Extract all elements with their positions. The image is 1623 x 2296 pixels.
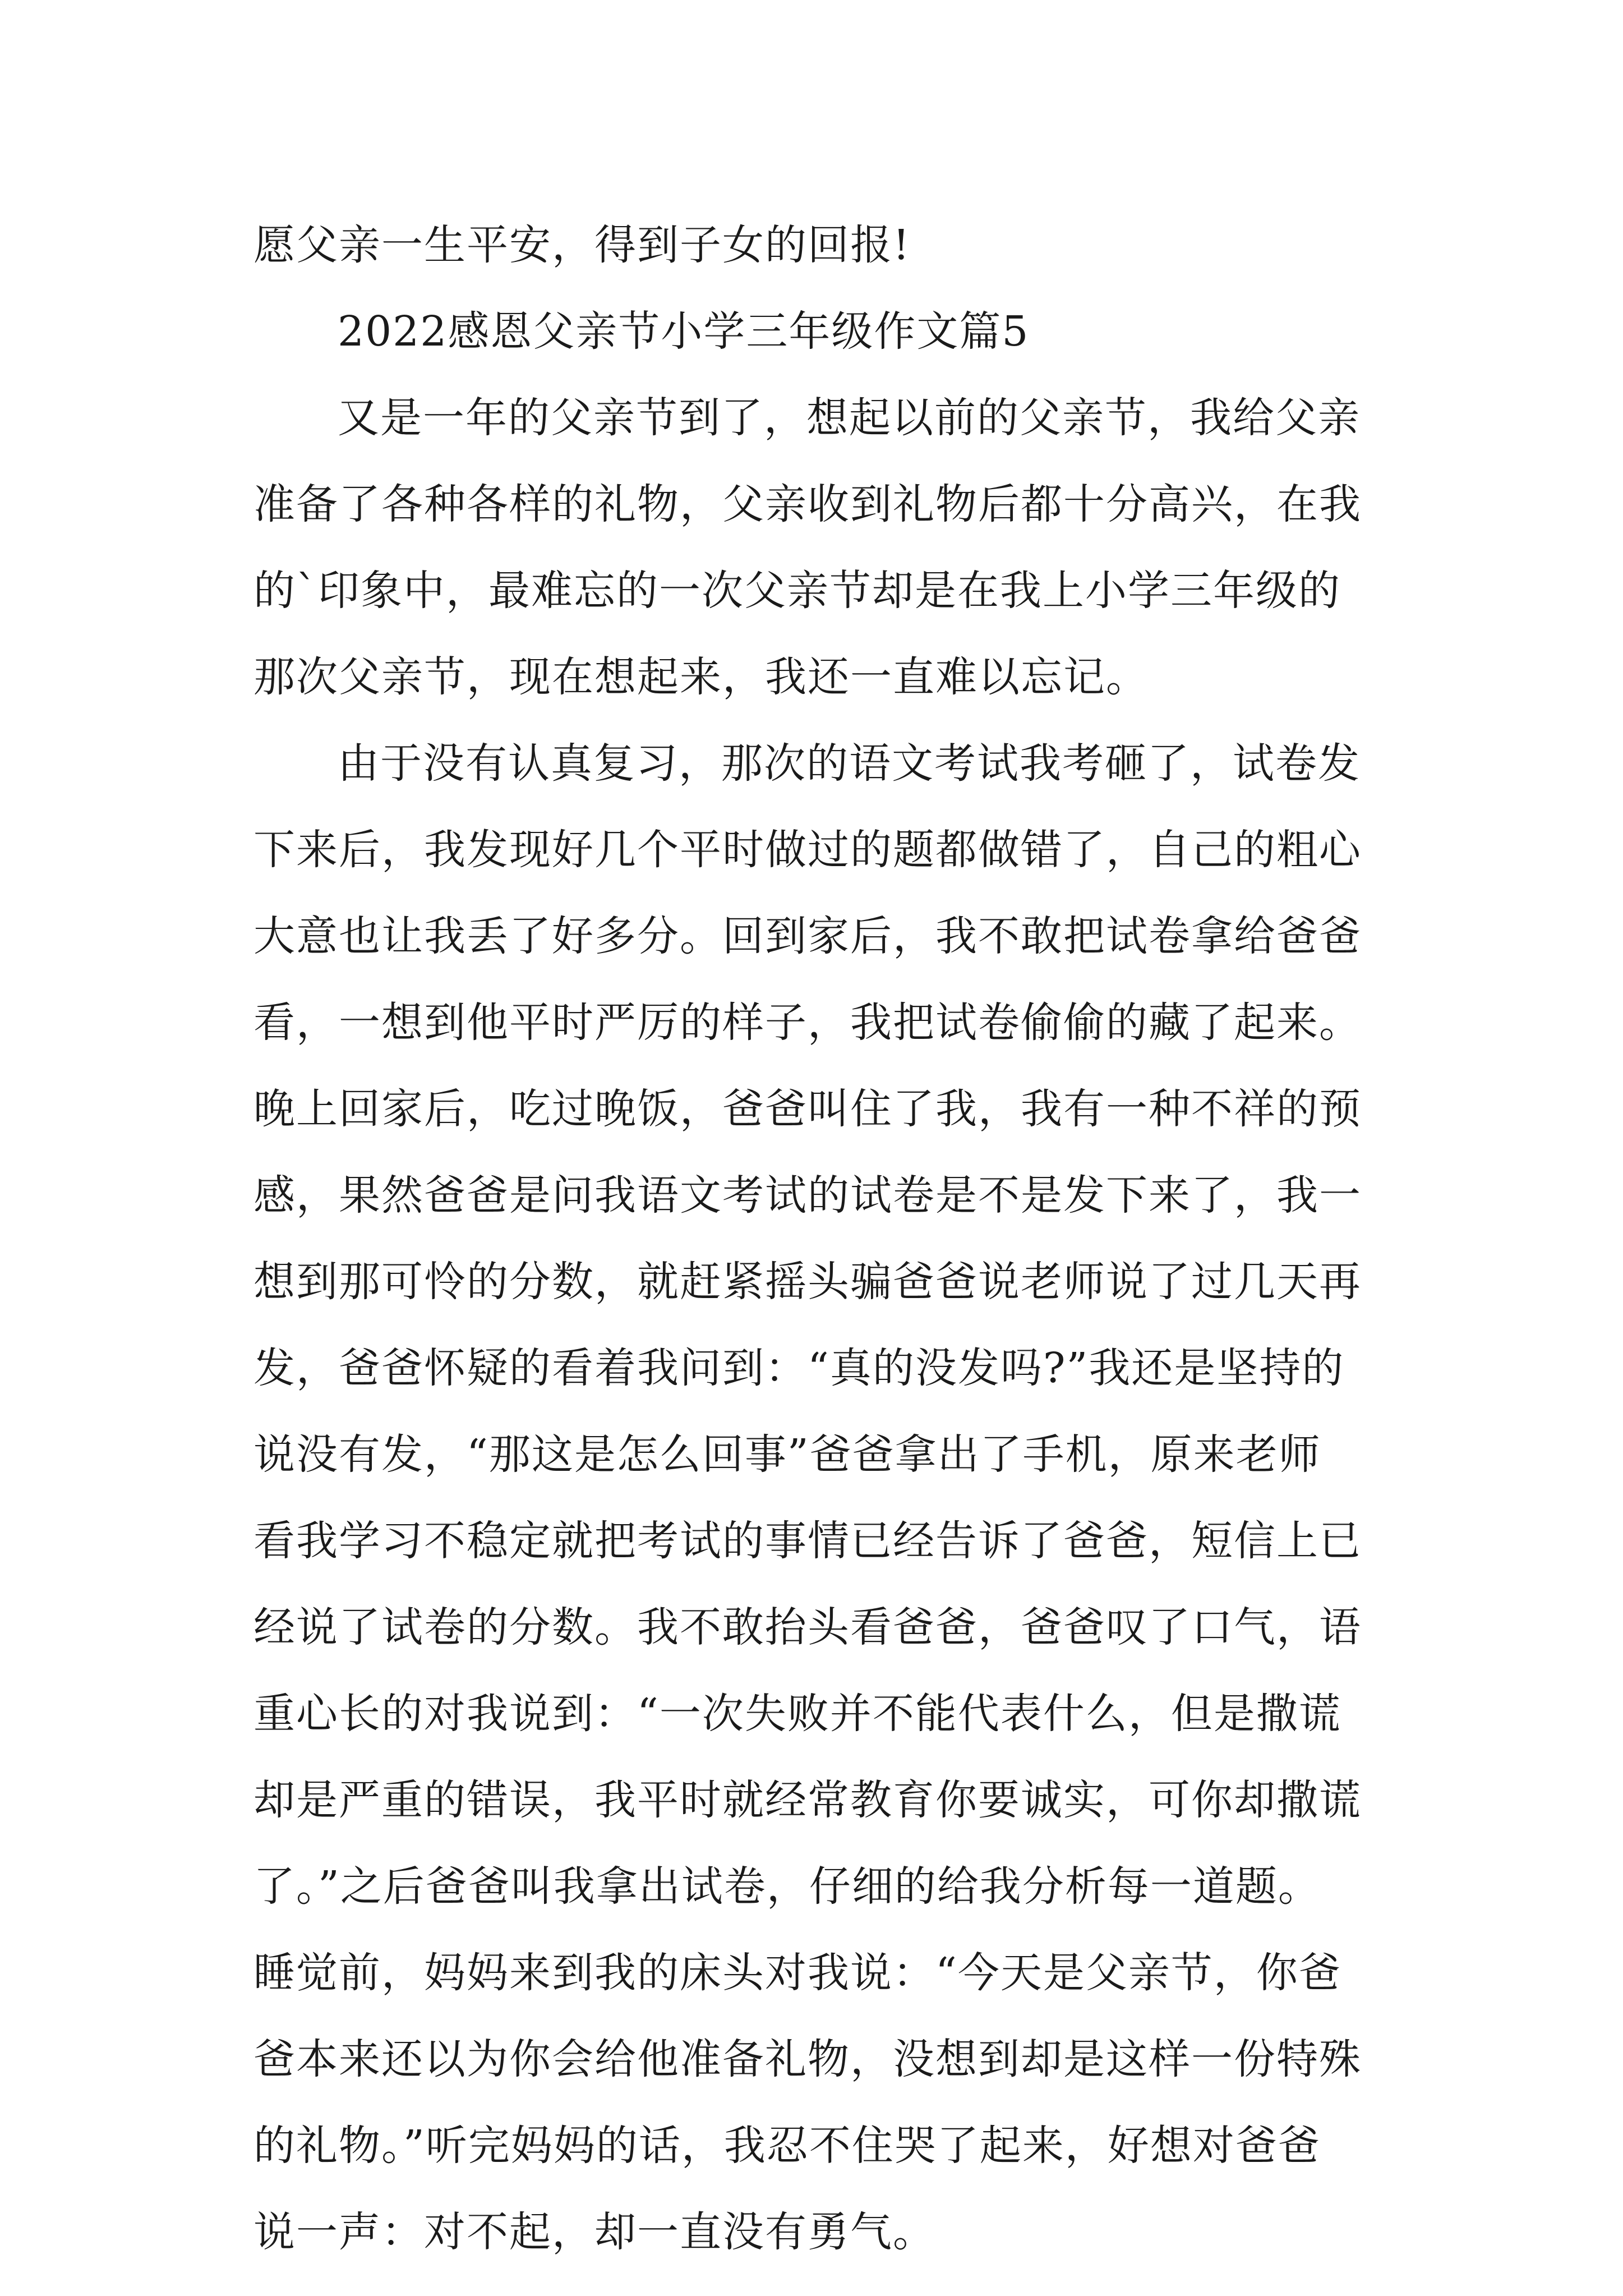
paragraph-line: 看，一想到他平时严厉的样子，我把试卷偷偷的藏了起来。 bbox=[253, 999, 1362, 1047]
paragraph-line: 的礼物。”听完妈妈的话，我忍不住哭了起来，好想对爸爸 bbox=[253, 2122, 1321, 2170]
paragraph-line: 经说了试卷的分数。我不敢抬头看爸爸，爸爸叹了口气，语 bbox=[253, 1603, 1362, 1651]
paragraph-line: 睡觉前，妈妈来到我的床头对我说：“今天是父亲节，你爸 bbox=[253, 1949, 1341, 1997]
paragraph-line: 晚上回家后，吃过晚饭，爸爸叫住了我，我有一种不祥的预 bbox=[253, 1085, 1362, 1133]
paragraph-line: 看我学习不稳定就把考试的事情已经告诉了爸爸，短信上已 bbox=[253, 1517, 1362, 1565]
paragraph-line: 爸本来还以为你会给他准备礼物，没想到却是这样一份特殊 bbox=[253, 2035, 1362, 2083]
paragraph-line: 说一声：对不起，却一直没有勇气。 bbox=[253, 2208, 935, 2256]
paragraph-line: 下来后，我发现好几个平时做过的题都做错了，自己的粗心 bbox=[253, 826, 1362, 874]
paragraph-line: 又是一年的父亲节到了，想起以前的父亲节，我给父亲 bbox=[338, 394, 1361, 442]
paragraph-line: 了。”之后爸爸叫我拿出试卷，仔细的给我分析每一道题。 bbox=[253, 1862, 1321, 1911]
paragraph-line: 发，爸爸怀疑的看着我问到：“真的没发吗?”我还是坚持的 bbox=[253, 1344, 1345, 1392]
paragraph-line: 重心长的对我说到：“一次失败并不能代表什么，但是撒谎 bbox=[253, 1690, 1341, 1738]
paragraph-line: 那次父亲节，现在想起来，我还一直难以忘记。 bbox=[253, 653, 1149, 701]
paragraph-line: 准备了各种各样的礼物，父亲收到礼物后都十分高兴，在我 bbox=[253, 480, 1362, 528]
paragraph-line: 想到那可怜的分数，就赶紧摇头骗爸爸说老师说了过几天再 bbox=[253, 1258, 1362, 1306]
paragraph-line: 却是严重的错误，我平时就经常教育你要诚实，可你却撒谎 bbox=[253, 1776, 1362, 1824]
document-body bbox=[253, 202, 1392, 2275]
text-line: 愿父亲一生平安，得到子女的回报! bbox=[253, 221, 911, 269]
paragraph-line: 大意也让我丢了好多分。回到家后，我不敢把试卷拿给爸爸 bbox=[253, 912, 1362, 960]
paragraph-line: 的`印象中，最难忘的一次父亲节却是在我上小学三年级的 bbox=[253, 567, 1341, 615]
paragraph-line: 说没有发，“那这是怎么回事”爸爸拿出了手机，原来老师 bbox=[253, 1430, 1321, 1479]
paragraph-line: 感，果然爸爸是问我语文考试的试卷是不是发下来了，我一 bbox=[253, 1171, 1362, 1220]
section-heading: 2022感恩父亲节小学三年级作文篇5 bbox=[338, 307, 1030, 356]
paragraph-line: 由于没有认真复习，那次的语文考试我考砸了，试卷发 bbox=[338, 739, 1361, 788]
